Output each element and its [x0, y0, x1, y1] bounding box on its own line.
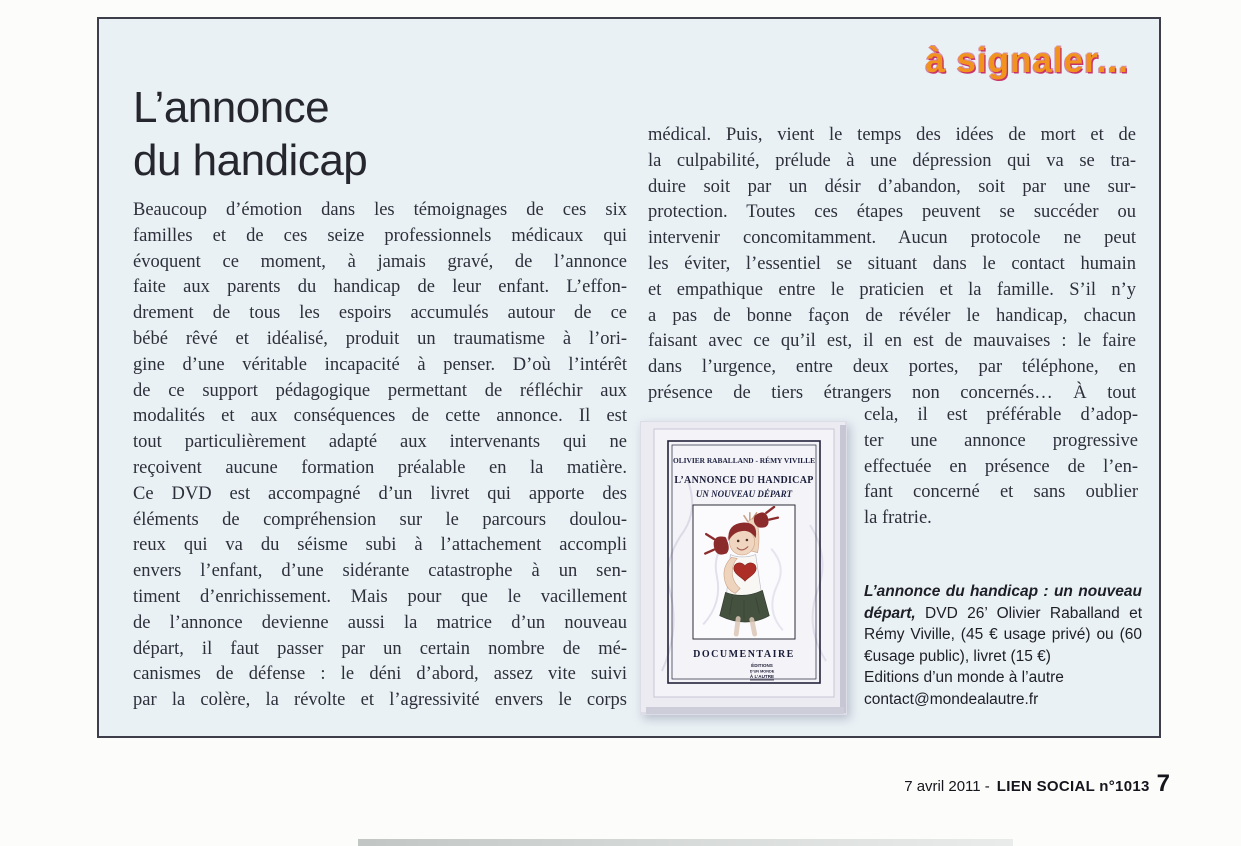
text-line: la fratrie.: [864, 508, 932, 529]
dvd-caption-contact: contact@mondealautre.fr: [864, 690, 1039, 708]
text-line: bébé rêvé et idéalisé, produit un traumatisme à l’ori-: [133, 328, 627, 349]
text-line: duire soit par un désir d’abandon, soit par une sur-: [648, 176, 1136, 197]
dvd-caption: [864, 581, 1142, 710]
text-line: de ce support pédagogique permettant de réfléchir aux: [133, 380, 627, 401]
scan-edge-artifact: [358, 839, 1013, 846]
text-line: reçoivent aucune formation préalable en la matière.: [133, 457, 627, 478]
text-line: de l’annonce devienne aussi la matrice d’un nouveau: [133, 612, 627, 633]
text-line: protection. Toutes ces étapes peuvent se succéder ou: [648, 202, 1136, 223]
text-line: gine d’une véritable incapacité à penser. D’où l’intérêt: [133, 354, 627, 375]
article-panel: [97, 17, 1161, 738]
text-line: par la colère, la révolte et l’agressivité envers le corps: [133, 690, 627, 711]
text-line: intervenir concomitamment. Aucun protocole ne peut: [648, 228, 1136, 249]
dvd-caption-details: DVD 26’ Olivier Raballand et Rémy Viville, (45 € usage privé) ou (60 €usage public), livret (15 €): [864, 604, 1142, 665]
dvd-authors-text: OLIVIER RABALLAND - RÉMY VIVILLE: [672, 456, 816, 465]
dvd-title-text: L’ANNONCE DU HANDICAP: [674, 475, 814, 486]
text-line: médical. Puis, vient le temps des idées de mort et de: [648, 125, 1136, 145]
section-badge: à signaler...: [925, 41, 1129, 80]
article-title: [133, 81, 367, 187]
text-line: évoquent ce moment, à jamais gravé, de l’annonce: [133, 251, 627, 272]
dvd-subtitle-text: UN NOUVEAU DÉPART: [695, 489, 793, 499]
text-line: et empathique entre le praticien et la famille. S’il n’y: [648, 279, 1136, 300]
text-line: drement de tous les espoirs accumulés autour de ce: [133, 303, 627, 324]
text-line: cela, il est préférable d’adop-: [864, 405, 1138, 425]
girl-illustration: [695, 506, 792, 638]
text-line: modalités et aux conséquences de cette annonce. Il est: [133, 406, 627, 427]
dvd-cover-image: [640, 421, 847, 715]
text-line: familles et de ces seize professionnels médicaux qui: [133, 225, 627, 246]
text-line: envers l’enfant, d’une sidérante catastrophe à un sen-: [133, 561, 627, 582]
text-line: reux qui va du séisme subi à l’attachement accompli: [133, 535, 627, 556]
text-line: faite aux parents du handicap de leur enfant. L’effon-: [133, 277, 627, 298]
article-column-right: [648, 123, 1136, 407]
text-line: ter une annonce progressive: [864, 430, 1138, 451]
footer-page-number: 7: [1156, 770, 1170, 797]
dvd-cover-photo: [640, 421, 847, 715]
text-line: la culpabilité, prélude à une dépression qui va se tra-: [648, 150, 1136, 171]
text-line: éléments de compréhension sur le parcours doulou-: [133, 509, 627, 530]
dvd-caption-title: L’annonce du handicap : un nouveau départ,: [864, 583, 1142, 622]
text-line: présence de tiers étrangers non concernés… À tout: [648, 382, 1136, 403]
text-line: Ce DVD est accompagné d’un livret qui apporte des: [133, 483, 627, 504]
footer-journal-name: LIEN SOCIAL n°1013: [996, 778, 1150, 795]
article-title-line-1: L’annonce: [133, 83, 330, 132]
footer-date: 7 avril 2011 -: [904, 778, 990, 795]
text-line: fant concerné et sans oublier: [864, 482, 1138, 503]
text-line: tout particulièrement adapté aux intervenants qui ne: [133, 432, 627, 453]
dvd-caption-publisher: Editions d’un monde à l’autre: [864, 669, 1064, 686]
dvd-publisher-line-3: À L’AUTRE: [749, 674, 775, 679]
text-line: faisant avec ce qu’il est, il en est de mauvaises : le faire: [648, 331, 1136, 352]
text-line: a pas de bonne façon de révéler le handicap, chacun: [648, 305, 1136, 326]
text-line: départ, il faut passer par un certain nombre de mé-: [133, 638, 627, 659]
text-line: les éviter, l’essentiel se situant dans le contact humain: [648, 253, 1136, 274]
article-column-left: [133, 198, 627, 714]
text-line: effectuée en présence de l’en-: [864, 456, 1138, 477]
article-title-line-2: du handicap: [133, 136, 368, 185]
page-footer: [904, 770, 1170, 798]
text-line: canismes de défense : le déni d’abord, assez vite suivi: [133, 664, 627, 685]
text-line: Beaucoup d’émotion dans les témoignages de ces six: [133, 200, 627, 220]
dvd-publisher-line-1: ÉDITIONS: [751, 663, 773, 668]
dvd-genre-text: DOCUMENTAIRE: [693, 649, 795, 660]
text-line: dans l’urgence, entre deux portes, par téléphone, en: [648, 357, 1136, 378]
dvd-caption-text: [864, 581, 1142, 667]
dvd-publisher-line-2: D’UN MONDE: [749, 669, 775, 674]
text-line: timent d’enrichissement. Mais pour que le vacillement: [133, 586, 627, 607]
article-column-right-wrap: [864, 403, 1138, 532]
